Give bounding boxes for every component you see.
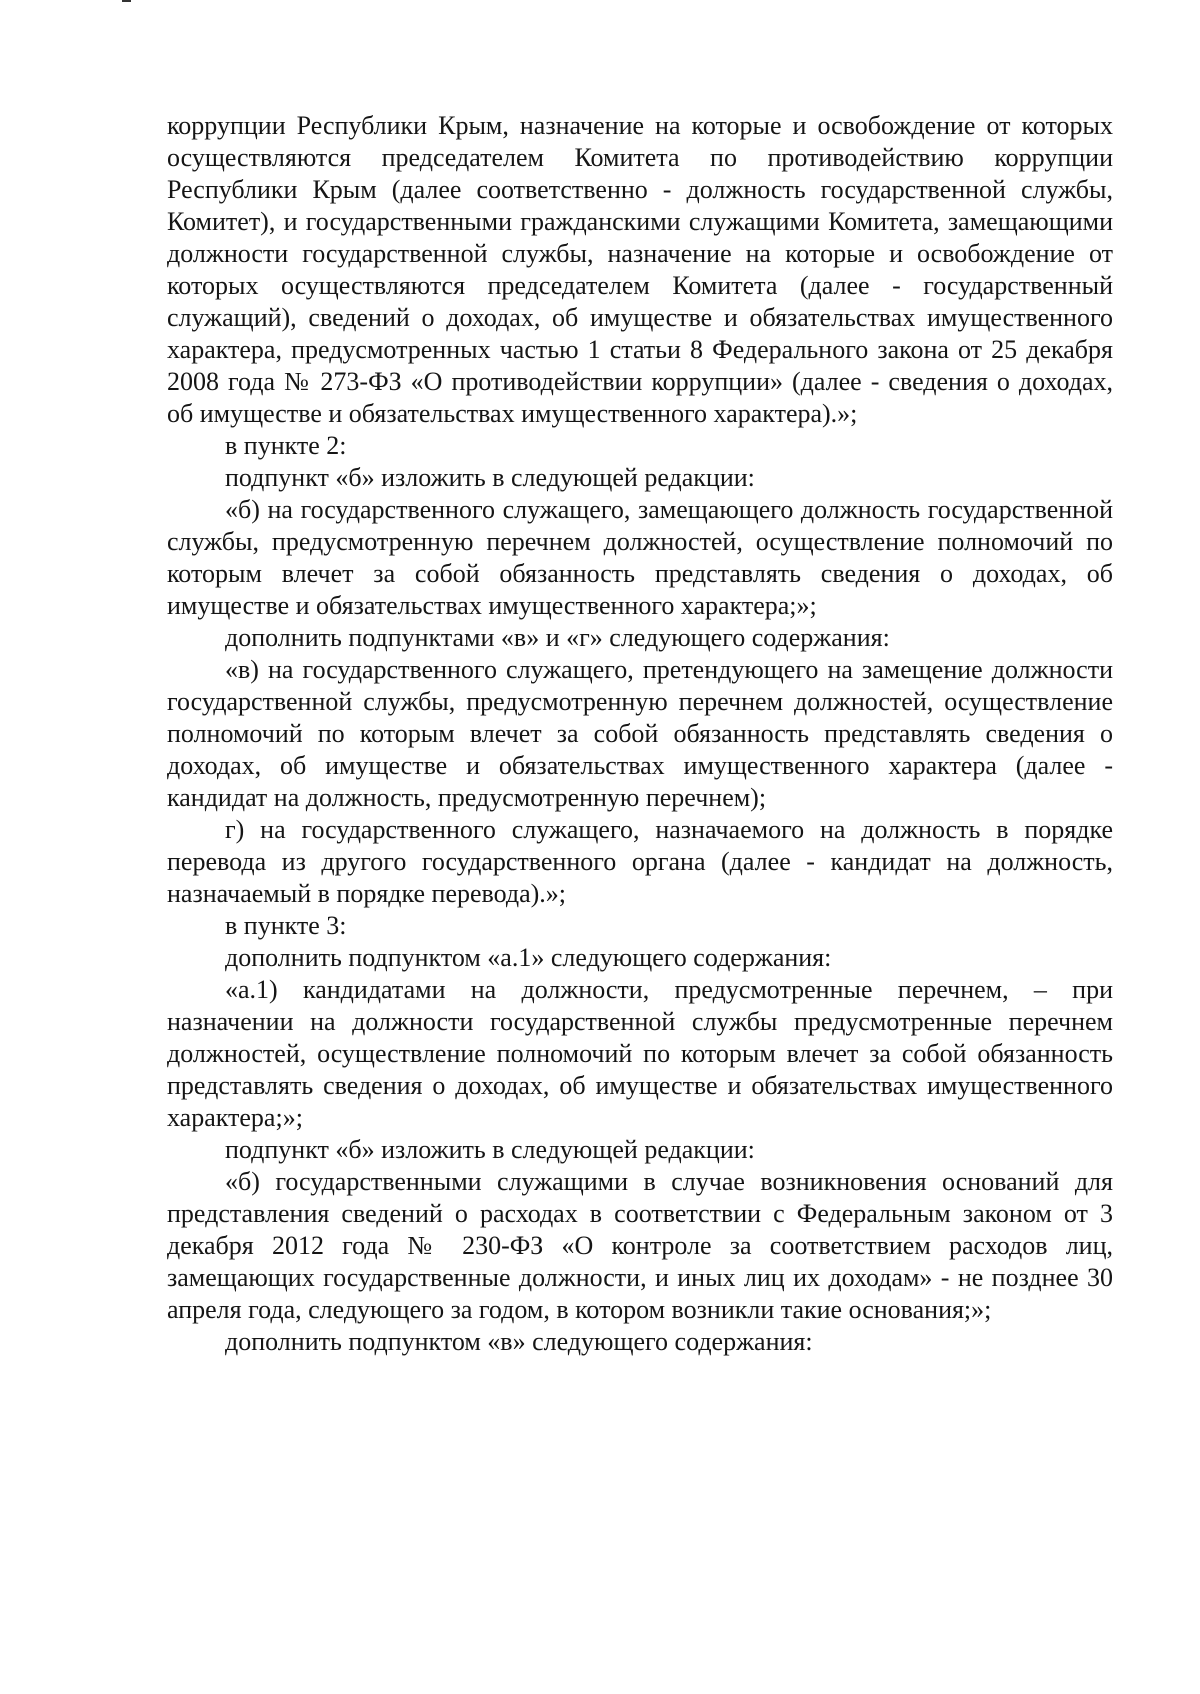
scan-mark <box>122 0 131 2</box>
paragraph-add-subpoint-v: дополнить подпунктом «в» следующего содержания: <box>225 1327 813 1356</box>
paragraph-subpoint-b-instruction: подпункт «б» изложить в следующей редакции: <box>225 463 755 492</box>
paragraph-subpoint-g-text: г) на государственного служащего, назначаемого на должность в порядке перевода из другого государственного органа (далее - кандидат на должность, назначаемый в порядке перевода).»; <box>167 815 1113 908</box>
paragraph-subpoint-a1-text: «а.1) кандидатами на должности, предусмотренные перечнем, – при назначении на должности государственной службы предусмотренные перечнем должностей, осуществление полномочий по которым влечет за собой обязанность представлять сведения о доходах, об имуществе и обязательствах имущественного характера;»; <box>167 975 1113 1132</box>
paragraph-add-subpoint-a1: дополнить подпунктом «а.1» следующего содержания: <box>225 943 832 972</box>
paragraph-subpoint-b-text-2: «б) государственными служащими в случае возникновения оснований для представления сведений о расходах в соответствии с Федеральным законом от 3 декабря 2012 года № 230-ФЗ «О контроле за соответствием расходов лиц, замещающих государственные должности, и иных лиц их доходам» - не позднее 30 апреля года, следующего за годом, в котором возникли такие основания;»; <box>167 1167 1113 1324</box>
paragraph-subpoint-b-instruction-2: подпункт «б» изложить в следующей редакции: <box>225 1135 755 1164</box>
paragraph-subpoint-b-text: «б) на государственного служащего, замещающего должность государственной службы, предусмотренную перечнем должностей, осуществление полномочий по которым влечет за собой обязанность представлять сведения о доходах, об имуществе и обязательствах имущественного характера;»; <box>167 495 1113 620</box>
paragraph-add-subpoints-v-g: дополнить подпунктами «в» и «г» следующего содержания: <box>225 623 890 652</box>
paragraph-point-2-heading: в пункте 2: <box>225 431 347 460</box>
paragraph-continuation: коррупции Республики Крым, назначение на которые и освобождение от которых осуществляются председателем Комитета по противодействию коррупции Республики Крым (далее соответственно - должность государственной службы, Комитет), и государственными гражданскими служащими Комитета, замещающими должности государственной службы, назначение на которые и освобождение от которых осуществляются председателем Комитета (далее - государственный служащий), сведений о доходах, об имуществе и обязательствах имущественного характера, предусмотренных частью 1 статьи 8 Федерального закона от 25 декабря 2008 года № 273-ФЗ «О противодействии коррупции» (далее - сведения о доходах, об имуществе и обязательствах имущественного характера).»; <box>167 111 1113 428</box>
document-body <box>167 110 1113 1358</box>
paragraph-subpoint-v-text: «в) на государственного служащего, претендующего на замещение должности государственной службы, предусмотренную перечнем должностей, осуществление полномочий по которым влечет за собой обязанность представлять сведения о доходах, об имуществе и обязательствах имущественного характера (далее - кандидат на должность, предусмотренную перечнем); <box>167 655 1113 812</box>
paragraph-point-3-heading: в пункте 3: <box>225 911 347 940</box>
